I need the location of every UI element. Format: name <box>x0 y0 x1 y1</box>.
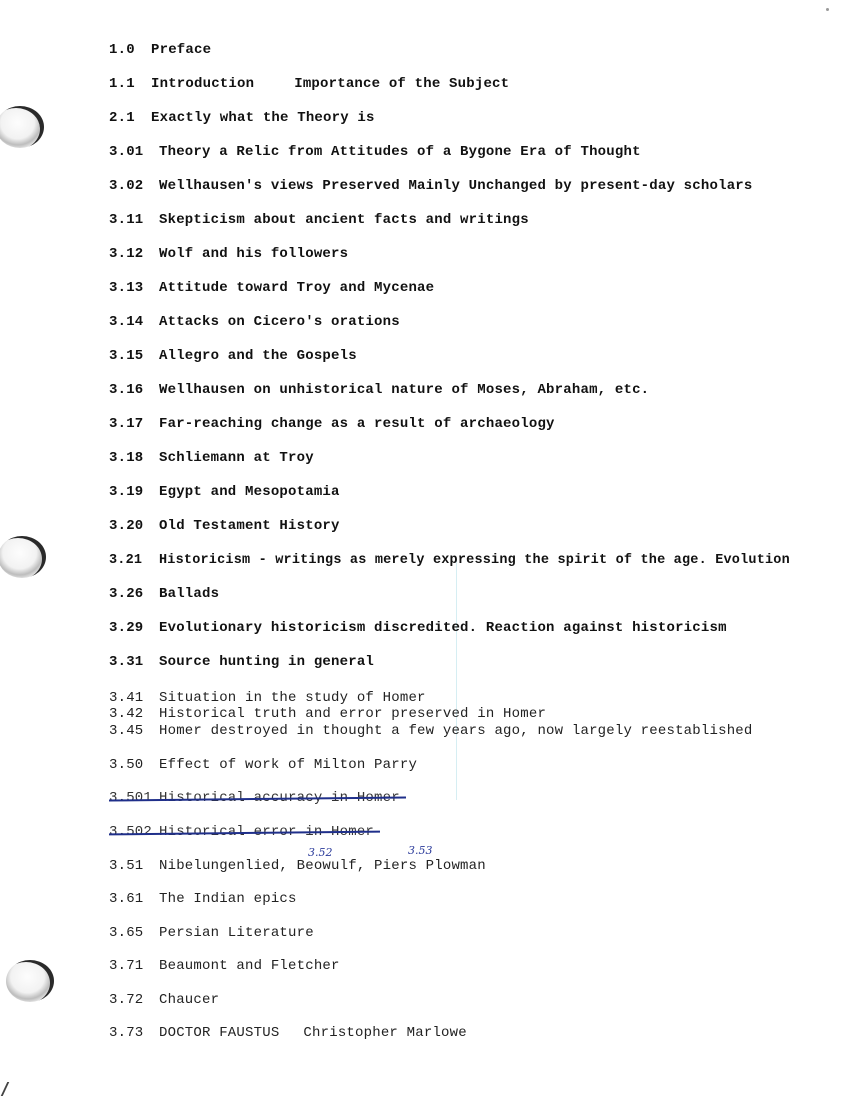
entry-title: Nibelungenlied, Beowulf, Piers Plowman <box>159 858 486 874</box>
outline-entry <box>109 76 509 92</box>
outline-entry <box>109 518 340 534</box>
entry-title: Evolutionary historicism discredited. Reaction against historicism <box>159 620 727 636</box>
entry-subtitle: Christopher Marlowe <box>303 1025 467 1041</box>
entry-number: 3.11 <box>109 212 144 228</box>
entry-number: 3.02 <box>109 178 144 194</box>
entry-number: 3.502 <box>109 824 153 840</box>
outline-entry <box>109 280 434 296</box>
outline-entry <box>109 144 641 160</box>
outline-entry <box>109 450 314 466</box>
entry-number: 3.71 <box>109 958 144 974</box>
entry-number: 3.42 <box>109 706 144 722</box>
outline-entry <box>109 620 727 636</box>
entry-title: Beaumont and Fletcher <box>159 958 340 974</box>
outline-entry <box>109 654 374 670</box>
entry-number: 3.15 <box>109 348 144 364</box>
entry-title: Source hunting in general <box>159 654 375 670</box>
entry-title: Historical accuracy in Homer <box>159 790 400 806</box>
outline-entry <box>109 706 546 722</box>
entry-subtitle: Importance of the Subject <box>294 76 510 92</box>
entry-number: 3.17 <box>109 416 144 432</box>
handwritten-note: 3.52 <box>308 846 333 859</box>
entry-number: 3.12 <box>109 246 144 262</box>
outline-entry <box>109 110 375 126</box>
entry-number: 3.501 <box>109 790 153 806</box>
entry-title: Attitude toward Troy and Mycenae <box>159 280 435 296</box>
entry-title: The Indian epics <box>159 891 297 907</box>
entry-number: 3.61 <box>109 891 144 907</box>
outline-entry <box>109 891 297 907</box>
entry-title: Wellhausen on unhistorical nature of Moses, Abraham, etc. <box>159 382 650 398</box>
entry-number: 3.21 <box>109 553 143 568</box>
outline-entry <box>109 42 211 58</box>
outline-entry <box>109 858 486 874</box>
entry-number: 3.26 <box>109 586 144 602</box>
entry-title: Persian Literature <box>159 925 314 941</box>
outline-entry <box>109 212 529 228</box>
entry-number: 3.72 <box>109 992 144 1008</box>
entry-number: 1.0 <box>109 42 135 58</box>
entry-title: Wellhausen's views Preserved Mainly Unchanged by present-day scholars <box>159 178 753 194</box>
entry-number: 3.14 <box>109 314 144 330</box>
entry-title: Exactly what the Theory is <box>151 110 375 126</box>
outline-entry <box>109 925 314 941</box>
entry-title: Historical truth and error preserved in Homer <box>159 706 547 722</box>
entry-number: 3.65 <box>109 925 144 941</box>
entry-title: Skepticism about ancient facts and writings <box>159 212 529 228</box>
entry-title: Situation in the study of Homer <box>159 690 426 706</box>
entry-title: Homer destroyed in thought a few years ago, now largely reestablished <box>159 723 753 739</box>
entry-number: 2.1 <box>109 110 135 126</box>
entry-number: 3.41 <box>109 690 144 706</box>
entry-number: 3.45 <box>109 723 144 739</box>
entry-number: 3.51 <box>109 858 144 874</box>
entry-number: 3.13 <box>109 280 144 296</box>
outline-entry <box>109 314 400 330</box>
entry-title: Historicism - writings as merely expressing the spirit of the age. Evolution <box>159 553 790 568</box>
entry-title: Old Testament History <box>159 518 340 534</box>
outline-entry <box>109 553 790 568</box>
entry-number: 3.19 <box>109 484 144 500</box>
entry-number: 1.1 <box>109 76 135 92</box>
entry-title: Allegro and the Gospels <box>159 348 357 364</box>
outline-entry-struck <box>109 790 400 806</box>
paper-fold-line <box>456 560 457 800</box>
entry-title: Wolf and his followers <box>159 246 349 262</box>
entry-number: 3.73 <box>109 1025 144 1041</box>
outline-entry <box>109 690 426 706</box>
paper-speck <box>826 8 829 11</box>
entry-title: Ballads <box>159 586 220 602</box>
entry-title: Preface <box>151 42 212 58</box>
outline-entry <box>109 484 340 500</box>
entry-title: Chaucer <box>159 992 220 1008</box>
entry-number: 3.20 <box>109 518 144 534</box>
entry-title: Theory a Relic from Attitudes of a Bygone Era of Thought <box>159 144 641 160</box>
entry-title: Historical error in Homer <box>159 824 375 840</box>
entry-title: Egypt and Mesopotamia <box>159 484 340 500</box>
punch-hole-middle <box>0 536 46 578</box>
punch-hole-bottom <box>6 960 54 1002</box>
entry-title: Attacks on Cicero's orations <box>159 314 400 330</box>
entry-number: 3.18 <box>109 450 144 466</box>
entry-number: 3.16 <box>109 382 144 398</box>
outline-entry <box>109 246 348 262</box>
handwritten-note: 3.53 <box>408 844 433 857</box>
outline-entry-struck <box>109 824 374 840</box>
entry-title: DOCTOR FAUSTUS <box>159 1025 280 1041</box>
outline-entry <box>109 1025 467 1041</box>
corner-scan-mark <box>1 1082 24 1096</box>
outline-entry <box>109 348 357 364</box>
punch-hole-top <box>0 106 44 148</box>
entry-title: Introduction <box>151 76 255 92</box>
outline-entry <box>109 958 340 974</box>
struck-entry <box>109 824 374 840</box>
outline-entry <box>109 416 555 432</box>
entry-title: Effect of work of Milton Parry <box>159 757 418 773</box>
outline-entry <box>109 586 219 602</box>
outline-entry <box>109 992 219 1008</box>
entry-title: Far-reaching change as a result of archaeology <box>159 416 555 432</box>
entry-number: 3.29 <box>109 620 144 636</box>
struck-entry <box>109 790 400 806</box>
entry-number: 3.50 <box>109 757 144 773</box>
outline-entry <box>109 382 649 398</box>
outline-entry <box>109 757 417 773</box>
entry-title: Schliemann at Troy <box>159 450 314 466</box>
entry-number: 3.01 <box>109 144 144 160</box>
outline-entry <box>109 178 753 194</box>
entry-number: 3.31 <box>109 654 144 670</box>
outline-entry <box>109 723 753 739</box>
